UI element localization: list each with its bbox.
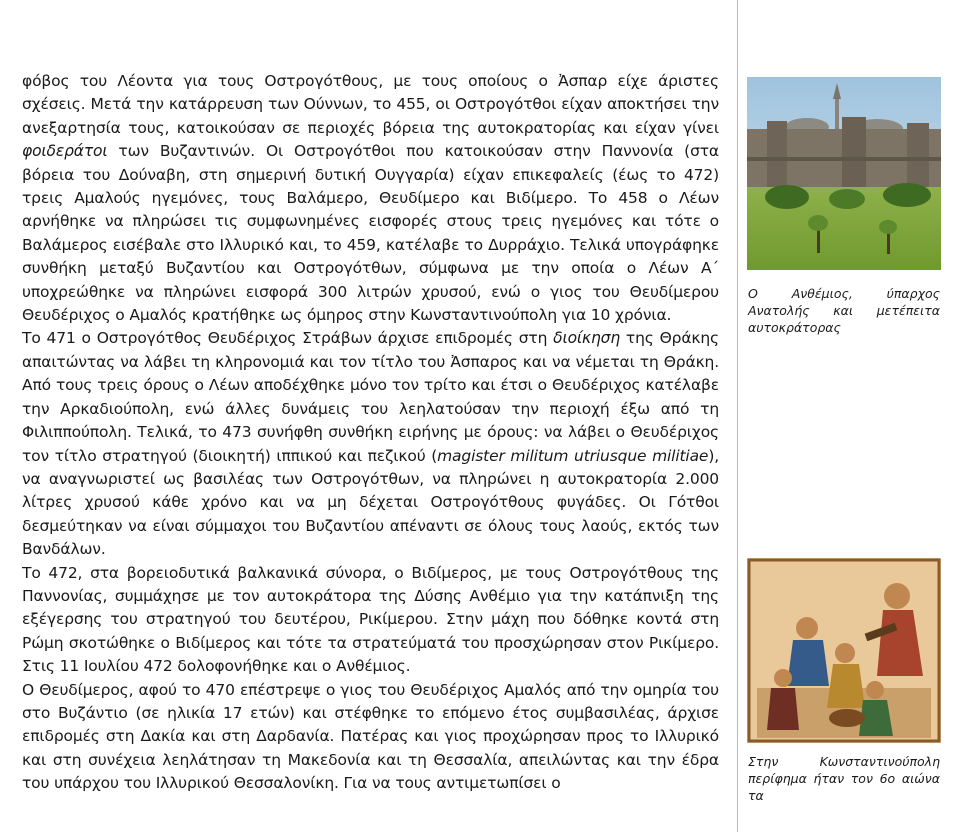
- text-run: Το 471 ο Οστρογότθος Θευδέριχος Στράβων άρχισε επιδρομές στη: [22, 329, 554, 348]
- paragraph: [22, 562, 719, 679]
- photo-city-walls: [747, 77, 941, 270]
- text-run: ), να αναγνωριστεί ως βασιλέας των Οστρογότθων, να πληρώνει η αυτοκρατορία 2.000 λίτρες χρυσού κάθε χρόνο και να μη δέχεται Οστρογότθους φυγάδες. Οι Γότθοι δεσμεύτηκαν να είναι σύμμαχοι του Βυζαντίου απέναντι σε όλους τους λαούς, εκτός των Βανδάλων.: [22, 446, 719, 559]
- text-run: Ο Θευδίμερος, αφού το 470 επέστρεψε ο γιος του Θευδέριχος Αμαλός από την ομηρία του στο Βυζάντιο (σε ηλικία 17 ετών) και στέφθηκε το επόμενο έτος συμβασιλέας, άρχισε επιδρομές στη Δακία και στη Δαρδανία. Πατέρας και γιος προχώρησαν προς το Ιλλυρικό και στη συνέχεια λεηλάτησαν τη Μακεδονία και τη Θεσσαλία, απειλώντας και την έδρα του υπάρχου του Ιλλυρικού Θεσσαλονίκη. Για να τους αντιμετωπίσει ο: [22, 680, 719, 793]
- text-run: της Θράκης απαιτώντας να λάβει τη κληρονομιά και τον τίτλο του Ἀσπαρος και να νέμεται τη Θράκη. Από τους τρεις όρους ο Λέων αποδέχθηκε μόνο τον τρίτο και έτσι ο Θευδέριχος κατέλαβε την Αρκαδιούπολη, ενώ άλλες δυνάμεις του λεηλατούσαν την περιοχή έξω από τη Φιλιππούπολη. Τελικά, το 473 συνήφθη συνθήκη ειρήνης με όρους: να λάβει ο Θευδέριχος τον τίτλο στρατηγού (διοικητή) ιππικού και πεζικού (: [22, 329, 719, 465]
- paragraph: [22, 70, 719, 327]
- caption-anthemius: Ο Ανθέμιος, ύπαρχος Ανατολής και μετέπειτα αυτοκράτορας: [748, 286, 940, 335]
- text-run: φόβος του Λέοντα για τους Οστρογότθους, με τους οποίους ο Ἀσπαρ είχε άριστες σχέσεις. Μετά την κατάρρευση των Ούννων, το 455, οι Οστρογότθοι είχαν αποκτήσει την ανεξαρτησία τους, κατοικούσαν σε περιοχές βόρεια της αυτοκρατορίας και είχαν γίνει: [22, 72, 719, 137]
- paragraph: [22, 679, 719, 796]
- column-divider: [737, 0, 738, 832]
- italic-term: διοίκηση: [553, 329, 621, 348]
- caption-constantinople: Στην Κωνσταντινούπολη περίφημα ήταν τον 6ο αιώνα τα: [748, 754, 940, 803]
- italic-term: φοιδεράτοι: [22, 142, 108, 161]
- byzantine-miniature-image: [747, 558, 941, 743]
- paragraph: [22, 327, 719, 561]
- italic-term: magister militum utriusque militiae: [437, 446, 709, 465]
- text-run: Το 472, στα βορειοδυτικά βαλκανικά σύνορα, ο Βιδίμερος, με τους Οστρογότθους της Παννονίας, συμμάχησε με τον αυτοκράτορα της Δύσης Ανθέμιο για την κατάπνιξη της εξέγερσης του στρατηγού του δευτέρου, Ρικίμερου. Στην μάχη που δόθηκε κοντά στη Ρώμη σκοτώθηκε ο Βιδίμερος και τότε τα στρατεύματά του προσχώρησαν στον Ρικίμερο. Στις 11 Ιουλίου 472 δολοφονήθηκε και ο Ανθέμιος.: [22, 563, 719, 676]
- text-run: των Βυζαντινών. Οι Οστρογότθοι που κατοικούσαν στην Παννονία (στα βόρεια του Δούναβη, στη σημερινή δυτική Ουγγαρία) είχαν επικεφαλείς (έως το 472) τρεις Αμαλούς ηγεμόνες, τους Βαλάμερο, Θευδίμερο και Βιδίμερο. Το 458 ο Λέων αρνήθηκε να πληρώσει τις συμφωνημένες εισφορές στους τρεις ηγεμόνες και τότε ο Βαλάμερος εισέβαλε στο Ιλλυρικό και, το 459, κατέλαβε το Δυρράχιο. Τελικά υπογράφηκε συνθήκη μεταξύ Βυζαντίου και Οστρογότθων, σύμφωνα με την οποία ο Λέων Α΄ υποχρεώθηκε να πληρώνει εισφορά 300 λιτρών χρυσού, ενώ ο γιος του Θευδίμερου Θευδέριχος ο Αμαλός κρατήθηκε ως όμηρος στην Κωνσταντινούπολη για 10 χρόνια.: [22, 142, 719, 325]
- main-text-column: [22, 70, 719, 796]
